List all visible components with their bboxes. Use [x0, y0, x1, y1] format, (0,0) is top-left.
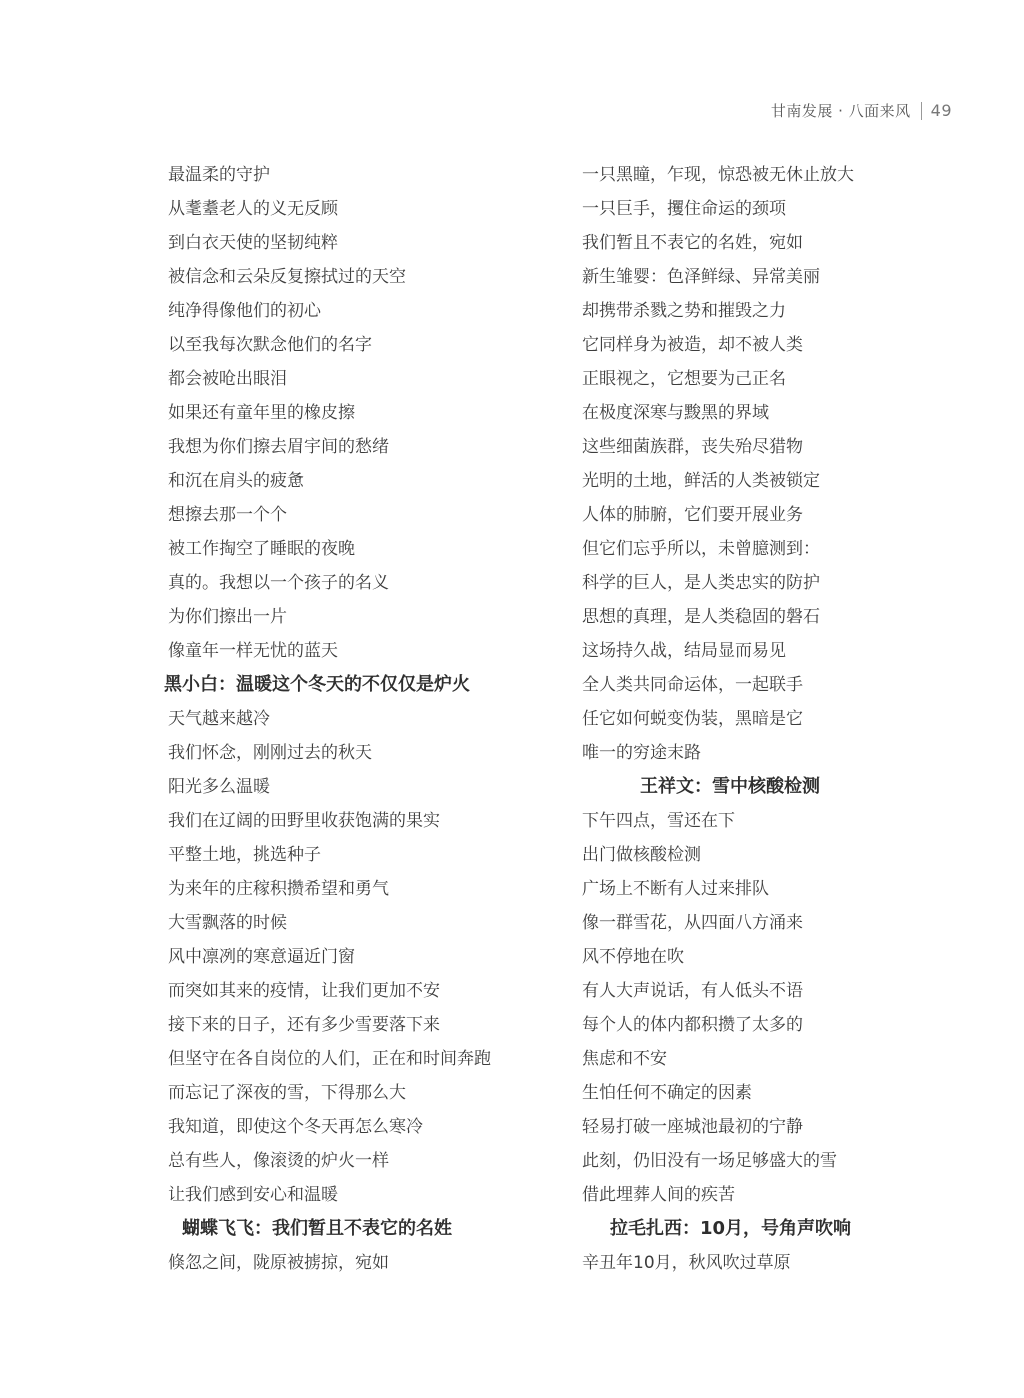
poem-line: 阳光多么温暖 — [168, 777, 270, 797]
poem-line: 唯一的穷途末路 — [582, 743, 701, 763]
poem-line: 而忘记了深夜的雪，下得那么大 — [168, 1083, 406, 1103]
poem-line: 总有些人，像滚烫的炉火一样 — [168, 1151, 389, 1171]
poem-line: 风不停地在吹 — [582, 947, 684, 967]
poem-4 — [582, 804, 962, 1212]
poem-line: 都会被呛出眼泪 — [168, 369, 287, 389]
poem-line: 在极度深寒与黢黑的界域 — [582, 403, 769, 423]
running-title: 甘南发展 · 八面来风 — [770, 102, 911, 120]
poem-line: 此刻，仍旧没有一场足够盛大的雪 — [582, 1151, 837, 1171]
poem-line: 天气越来越冷 — [168, 709, 270, 729]
poem-line: 从耄耋老人的义无反顾 — [168, 199, 338, 219]
poem-line: 焦虑和不安 — [582, 1049, 667, 1069]
poem-line: 有人大声说话，有人低头不语 — [582, 981, 803, 1001]
poem-5 — [582, 1246, 962, 1280]
poem-line: 让我们感到安心和温暖 — [168, 1185, 338, 1205]
poem-3-continued — [582, 158, 962, 770]
poem-line: 但它们忘乎所以，未曾臆测到： — [582, 539, 820, 559]
poem-3 — [168, 1246, 548, 1280]
poem-line: 但坚守在各自岗位的人们，正在和时间奔跑 — [168, 1049, 491, 1069]
poem-line: 任它如何蜕变伪装，黑暗是它 — [582, 709, 803, 729]
poem-line: 以至我每次默念他们的名字 — [168, 335, 372, 355]
poem-line: 一只巨手，攫住命运的颈项 — [582, 199, 786, 219]
poem-line: 我们暂且不表它的名姓，宛如 — [582, 233, 803, 253]
poem-line: 这些细菌族群，丧失殆尽猎物 — [582, 437, 803, 457]
poem-line: 大雪飘落的时候 — [168, 913, 287, 933]
poem-line: 真的。我想以一个孩子的名义 — [168, 573, 389, 593]
poem-line: 接下来的日子，还有多少雪要落下来 — [168, 1015, 440, 1035]
poem-5-title: 拉毛扎西：10月，号角声吹响 — [610, 1218, 852, 1239]
right-column — [582, 158, 962, 1280]
poem-line: 和沉在肩头的疲惫 — [168, 471, 304, 491]
poem-line: 为你们擦出一片 — [168, 607, 287, 627]
left-column — [164, 158, 548, 1280]
poem-line: 正眼视之，它想要为己正名 — [582, 369, 786, 389]
poem-line: 却携带杀戮之势和摧毁之力 — [582, 301, 786, 321]
poem-line: 出门做核酸检测 — [582, 845, 701, 865]
poem-line: 被工作掏空了睡眠的夜晚 — [168, 539, 355, 559]
poem-2 — [168, 702, 548, 1212]
poem-line: 我们在辽阔的田野里收获饱满的果实 — [168, 811, 440, 831]
poem-line: 被信念和云朵反复擦拭过的天空 — [168, 267, 406, 287]
poem-line: 像童年一样无忧的蓝天 — [168, 641, 338, 661]
poem-line: 最温柔的守护 — [168, 165, 270, 185]
poem-line: 每个人的体内都积攒了太多的 — [582, 1015, 803, 1035]
poem-line: 倏忽之间，陇原被掳掠，宛如 — [168, 1253, 389, 1273]
poem-2-title: 黑小白：温暖这个冬天的不仅仅是炉火 — [164, 674, 470, 695]
header-divider — [921, 102, 922, 120]
poem-line: 辛丑年10月，秋风吹过草原 — [582, 1253, 791, 1273]
poem-line: 它同样身为被造，却不被人类 — [582, 335, 803, 355]
poem-line: 这场持久战，结局显而易见 — [582, 641, 786, 661]
poem-line: 光明的土地，鲜活的人类被锁定 — [582, 471, 820, 491]
poem-line: 广场上不断有人过来排队 — [582, 879, 769, 899]
poem-line: 而突如其来的疫情，让我们更加不安 — [168, 981, 440, 1001]
poem-1 — [168, 158, 548, 668]
poem-line: 如果还有童年里的橡皮擦 — [168, 403, 355, 423]
poem-line: 科学的巨人，是人类忠实的防护 — [582, 573, 820, 593]
poem-line: 想擦去那一个个 — [168, 505, 287, 525]
poem-line: 全人类共同命运体，一起联手 — [582, 675, 803, 695]
poem-3-title: 蝴蝶飞飞：我们暂且不表它的名姓 — [182, 1218, 452, 1239]
poem-line: 到白衣天使的坚韧纯粹 — [168, 233, 338, 253]
poem-line: 思想的真理，是人类稳固的磐石 — [582, 607, 820, 627]
poem-line: 借此埋葬人间的疾苦 — [582, 1185, 735, 1205]
poem-line: 像一群雪花，从四面八方涌来 — [582, 913, 803, 933]
poem-line: 我们怀念，刚刚过去的秋天 — [168, 743, 372, 763]
poem-4-title: 王祥文：雪中核酸检测 — [640, 776, 820, 797]
poem-line: 我想为你们擦去眉宇间的愁绪 — [168, 437, 389, 457]
poem-line: 轻易打破一座城池最初的宁静 — [582, 1117, 803, 1137]
poem-line: 纯净得像他们的初心 — [168, 301, 321, 321]
poem-line: 新生雏婴：色泽鲜绿、异常美丽 — [582, 267, 820, 287]
poem-line: 为来年的庄稼积攒希望和勇气 — [168, 879, 389, 899]
poem-line: 一只黑瞳，乍现，惊恐被无休止放大 — [582, 165, 854, 185]
running-header — [771, 100, 952, 121]
poem-line: 我知道，即使这个冬天再怎么寒冷 — [168, 1117, 423, 1137]
poem-line: 生怕任何不确定的因素 — [582, 1083, 752, 1103]
poem-line: 人体的肺腑，它们要开展业务 — [582, 505, 803, 525]
poem-line: 下午四点，雪还在下 — [582, 811, 735, 831]
poem-line: 风中凛冽的寒意逼近门窗 — [168, 947, 355, 967]
page-number: 49 — [930, 101, 952, 120]
poem-line: 平整土地，挑选种子 — [168, 845, 321, 865]
